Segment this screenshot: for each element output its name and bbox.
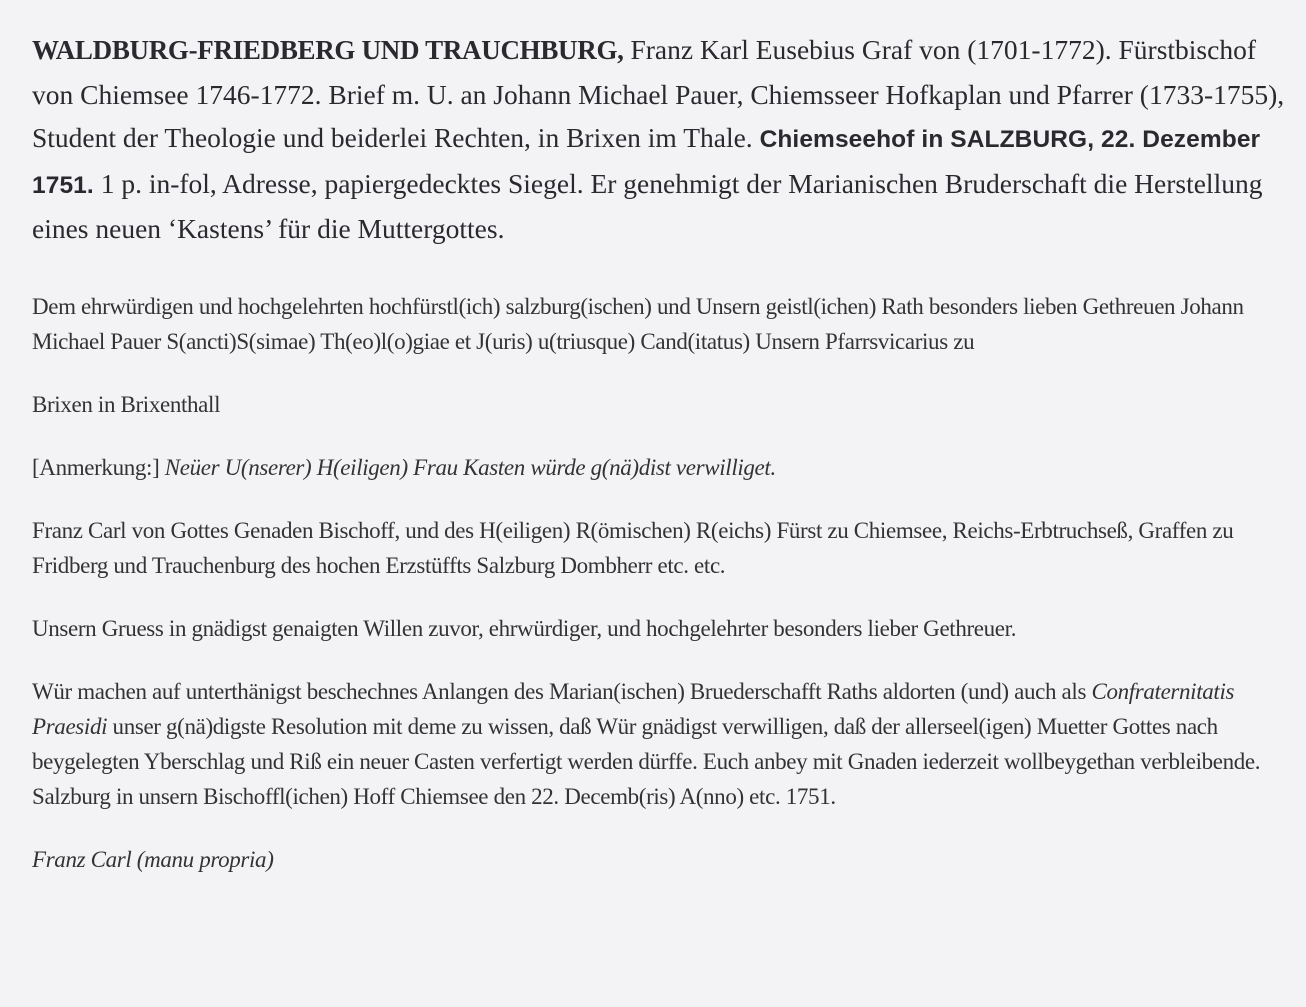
address-place: Brixen in Brixenthall — [32, 391, 221, 417]
author-name: WALDBURG-FRIEDBERG UND TRAUCHBURG, — [32, 35, 624, 65]
letter-body-part-1: Wür machen auf unterthänigst beschechnes Anlangen des Marian(ischen) Bruederschafft Raths aldorten (und) auch als — [32, 678, 1092, 704]
sender-title: Franz Carl von Gottes Genaden Bischoff, und des H(eiligen) R(ömischen) R(eichs) Fürst zu Chiemsee, Reichs-Erbtruchseß, Graffen zu Fridberg und Trauchenburg des hochen Erzstüffts Salzburg Dombherr etc. etc. — [32, 517, 1234, 578]
letter-body-part-2: unser g(nä)digste Resolution mit deme zu wissen, daß Wür gnädigst verwilligen, daß der allerseel(igen) Muetter Gottes nach beygelegten Yberschlag und Riß ein neuer Casten verfertigt werden dürffe. Euch anbey mit Gnaden iederzeit wollbeygethan verbleibende. Salzburg in unsern Bischoffl(ichen) Hoff Chiemsee den 22. Decemb(ris) A(nno) etc. 1751. — [32, 713, 1261, 809]
place-and-date: Chiemseehof in SALZBURG, 22. Dezember 1751. — [32, 126, 1261, 199]
annotation-text: Neüer U(nserer) H(eiligen) Frau Kasten würde g(nä)dist verwilliget. — [164, 454, 776, 480]
annotation-line — [32, 450, 1286, 485]
header-description: Franz Karl Eusebius Graf von (1701-1772). Fürstbischof von Chiemsee 1746-1772. Brief m. U. an Johann Michael Pauer, Chiemsseer Hofkaplan und Pfarrer (1733-1755), Student der Theologie und beiderlei Rechten, in Brixen im Thale. — [32, 34, 1285, 153]
letter-address: Dem ehrwürdigen und hochgelehrten hochfürstl(ich) salzburg(ischen) und Unsern geistl(ichen) Rath besonders lieben Gethreuen Johann Michael Pauer S(ancti)S(simae) Th(eo)l(o)giae et J(uris) u(triusque) Cand(itatus) Unsern Pfarrsvicarius zu — [32, 293, 1244, 354]
signature-line: Franz Carl (manu propria) — [32, 846, 274, 872]
letter-body-italic: Confraternitatis Praesidi — [32, 678, 1235, 739]
header-description-continued: 1 p. in-fol, Adresse, papiergedecktes Siegel. Er genehmigt der Marianischen Bruderschaft die Herstellung eines neuen ‘Kastens’ für die Muttergottes. — [32, 167, 1263, 244]
letter-body — [32, 674, 1286, 814]
annotation-label: [Anmerkung:] — [32, 454, 165, 480]
catalog-entry-header — [32, 28, 1286, 251]
letter-greeting: Unsern Gruess in gnädigst genaigten Willen zuvor, ehrwürdiger, und hochgelehrter besonders lieber Gethreuer. — [32, 615, 1017, 641]
